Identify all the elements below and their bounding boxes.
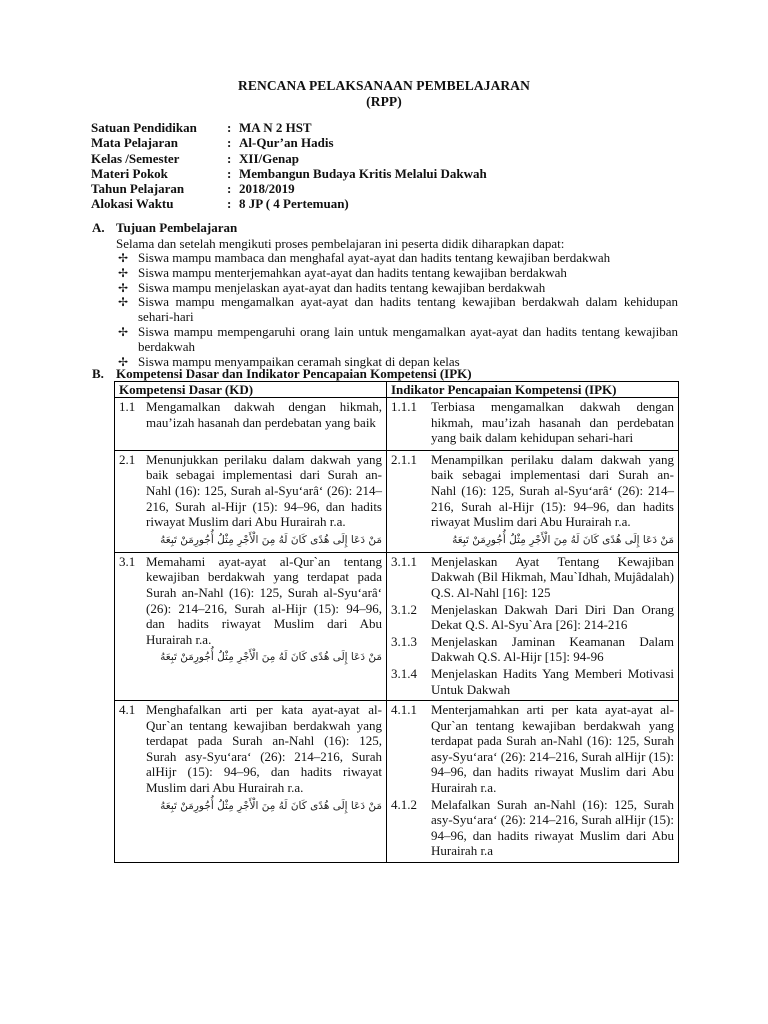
identity-colon: : xyxy=(227,120,232,135)
identity-row xyxy=(91,135,487,150)
ipk-text: Menjelaskan Jaminan Keamanan Dalam Dakwah Q.S. Al-Hijr [15]: 94-96 xyxy=(431,633,674,665)
arrow-bullet-icon: ✢ xyxy=(118,354,129,369)
identity-value: Al-Qur’an Hadis xyxy=(239,135,334,151)
identity-row xyxy=(91,181,487,196)
kd-number: 1.1 xyxy=(119,399,136,414)
section-letter: B. xyxy=(92,366,104,381)
table-header-row xyxy=(115,382,679,398)
identity-key: Alokasi Waktu xyxy=(91,196,174,212)
identity-colon: : xyxy=(227,196,232,212)
document-title: RENCANA PELAKSANAAN PEMBELAJARAN xyxy=(238,78,530,93)
ipk-number: 3.1.4 xyxy=(391,665,417,681)
identity-key: Kelas /Semester xyxy=(91,150,180,166)
table-row xyxy=(115,398,679,451)
identity-colon: : xyxy=(227,165,232,181)
arabic-hadith: مَنْ دَعَا إِلَى هُدًى كَانَ لَهُ مِنَ الْأَجْرِ مِثْلُ أُجُورِمَنْ تَبِعَهُ xyxy=(160,799,382,812)
kd-cell xyxy=(115,450,387,552)
kd-cell xyxy=(115,701,387,863)
identity-key: Tahun Pelajaran xyxy=(91,181,185,197)
ipk-number: 1.1.1 xyxy=(391,399,417,414)
kd-cell xyxy=(115,552,387,700)
ipk-text: Menterjamahkan arti per kata ayat-ayat al-Qur`an tentang kewajiban berdakwah yang terdapat pada Surah an-Nahl (16): 125, Surah asy-Syu‘ara‘ (26): 214–216, Surah alHijr (15): 94–96, dan hadits riwayat Muslim dari Abu Hurairah r.a. xyxy=(431,702,674,796)
identity-value: 8 JP ( 4 Pertemuan) xyxy=(239,196,349,212)
section-title: Kompetensi Dasar dan Indikator Pencapaian Kompetensi (IPK) xyxy=(116,366,472,381)
ipk-cell xyxy=(387,552,679,700)
identity-value: Membangun Budaya Kritis Melalui Dakwah xyxy=(239,165,487,181)
kd-text: Menunjukkan perilaku dalam dakwah yang baik sebagai implementasi dari Surah an- Nahl (16): 125, Surah al-Syu‘arâ‘ (26): 214–216, Surah al-Hijr (15): 94–96, dan hadits riwayat Muslim dari Abu Hurairah r.a. xyxy=(146,451,382,530)
ipk-text: Melafalkan Surah an-Nahl (16): 125, Surah asy-Syu‘ara‘ (26): 214–216, Surah alHijr (15): 94–96, dan hadits riwayat Muslim dari Abu Hurairah r.a xyxy=(431,796,674,859)
ipk-text: Menjelaskan Dakwah Dari Diri Dan Orang Dekat Q.S. Al-Syu`Ara [26]: 214-216 xyxy=(431,601,674,633)
list-item xyxy=(116,325,678,355)
identity-colon: : xyxy=(227,150,232,166)
ipk-text: Menjelaskan Hadits Yang Memberi Motivasi Untuk Dakwah xyxy=(431,665,674,697)
identity-value: XII/Genap xyxy=(239,150,299,166)
section-b-heading xyxy=(92,366,472,382)
identity-row xyxy=(91,120,487,135)
identity-key: Mata Pelajaran xyxy=(91,135,179,151)
section-letter: A. xyxy=(92,220,105,235)
goal-text: Siswa mampu menyampaikan ceramah singkat di depan kelas xyxy=(138,353,460,369)
kd-text: Menghafalkan arti per kata ayat-ayat al-Qur`an tentang kewajiban berdakwah yang terdapat pada Surah an-Nahl (16): 125, Surah asy-Syu‘ara‘ (26): 214–216, Surah alHijr (15): 94–96, dan hadits riwayat Muslim dari Abu Hurairah r.a. xyxy=(146,702,382,796)
list-item xyxy=(116,251,678,266)
identity-row xyxy=(91,166,487,181)
goal-text: Siswa mampu menterjemahkan ayat-ayat dan hadits tentang kewajiban berdakwah xyxy=(138,264,567,280)
ipk-number: 2.1.1 xyxy=(391,451,417,467)
kd-cell xyxy=(115,398,387,451)
column-header-kd: Kompetensi Dasar (KD) xyxy=(115,382,387,398)
ipk-number: 4.1.2 xyxy=(391,796,417,812)
identity-value: 2018/2019 xyxy=(239,181,295,197)
identity-row xyxy=(91,151,487,166)
identity-block xyxy=(91,120,487,212)
section-a-intro: Selama dan setelah mengikuti proses pembelajaran ini peserta didik diharapkan dapat: xyxy=(116,236,565,251)
identity-colon: : xyxy=(227,181,232,197)
ipk-text: Menampilkan perilaku dalam dakwah yang baik sebagai implementasi dari Surah an- Nahl (16): 125, Surah al-Syu‘arâ‘ (26): 214–216, Surah al-Hijr (15): 94–96, dan hadits riwayat Muslim dari Abu Hurairah r.a. xyxy=(431,451,674,530)
arabic-hadith: مَنْ دَعَا إِلَى هُدًى كَانَ لَهُ مِنَ الْأَجْرِ مِثْلُ أُجُورِمَنْ تَبِعَهُ xyxy=(160,533,382,546)
document-subtitle: (RPP) xyxy=(366,94,402,109)
kd-number: 3.1 xyxy=(119,553,136,569)
list-item xyxy=(116,266,678,281)
arrow-bullet-icon: ✢ xyxy=(118,324,129,339)
arrow-bullet-icon: ✢ xyxy=(118,280,129,295)
ipk-cell xyxy=(387,701,679,863)
section-a-heading xyxy=(92,220,237,236)
table-row xyxy=(115,552,679,700)
learning-goals-list xyxy=(116,251,678,369)
table-row xyxy=(115,701,679,863)
identity-value: MA N 2 HST xyxy=(239,120,312,135)
ipk-number: 3.1.1 xyxy=(391,553,417,569)
kd-number: 2.1 xyxy=(119,451,136,467)
arabic-hadith: مَنْ دَعَا إِلَى هُدًى كَانَ لَهُ مِنَ الْأَجْرِ مِثْلُ أُجُورِمَنْ تَبِعَهُ xyxy=(160,651,382,664)
identity-key: Satuan Pendidikan xyxy=(91,120,197,135)
arrow-bullet-icon: ✢ xyxy=(118,295,129,310)
ipk-number: 4.1.1 xyxy=(391,702,417,718)
column-header-ipk: Indikator Pencapaian Kompetensi (IPK) xyxy=(387,382,679,398)
competency-table xyxy=(114,381,679,863)
list-item xyxy=(116,295,678,325)
list-item xyxy=(116,281,678,296)
ipk-cell xyxy=(387,398,679,451)
ipk-text: Menjelaskan Ayat Tentang Kewajiban Dakwah (Bil Hikmah, Mau`Idhah, Mujâdalah) Q.S. Al-Nahl [16]: 125 xyxy=(431,553,674,600)
goal-text: Siswa mampu mambaca dan menghafal ayat-ayat dan hadits tentang kewajiban berdakwah xyxy=(138,250,611,265)
kd-number: 4.1 xyxy=(119,702,136,718)
kd-text: Memahami ayat-ayat al-Qur`an tentang kewajiban berdakwah yang terdapat pada Surah an-Nahl (16): 125, Surah al-Syu‘arâ‘ (26): 214–216, Surah al-Hijr (15): 94–96, dan hadits riwayat Muslim dari Abu Hurairah r.a. xyxy=(146,553,382,647)
arabic-hadith: مَنْ دَعَا إِلَى هُدًى كَانَ لَهُ مِنَ الْأَجْرِ مِثْلُ أُجُورِمَنْ تَبِعَهُ xyxy=(452,533,674,546)
arrow-bullet-icon: ✢ xyxy=(118,265,129,280)
identity-key: Materi Pokok xyxy=(91,165,168,181)
identity-row xyxy=(91,196,487,211)
arrow-bullet-icon: ✢ xyxy=(118,251,129,265)
ipk-number: 3.1.3 xyxy=(391,633,417,649)
table-row xyxy=(115,450,679,552)
ipk-text: Terbiasa mengamalkan dakwah dengan hikmah, mau’izah hasanah dan perdebatan yang baik dalam kehidupan sehari-hari xyxy=(431,399,674,446)
kd-text: Mengamalkan dakwah dengan hikmah, mau’izah hasanah dan perdebatan yang baik xyxy=(146,399,382,430)
goal-text: Siswa mampu menjelaskan ayat-ayat dan hadits tentang kewajiban berdakwah xyxy=(138,279,546,295)
goal-text: Siswa mampu mempengaruhi orang lain untuk mengamalkan ayat-ayat dan hadits tentang kewajiban berdakwah xyxy=(138,323,678,354)
section-title: Tujuan Pembelajaran xyxy=(116,220,238,235)
ipk-cell xyxy=(387,450,679,552)
goal-text: Siswa mampu mengamalkan ayat-ayat dan hadits tentang kewajiban berdakwah dalam kehidupan sehari-hari xyxy=(138,294,678,325)
identity-colon: : xyxy=(227,135,232,151)
ipk-number: 3.1.2 xyxy=(391,601,417,617)
